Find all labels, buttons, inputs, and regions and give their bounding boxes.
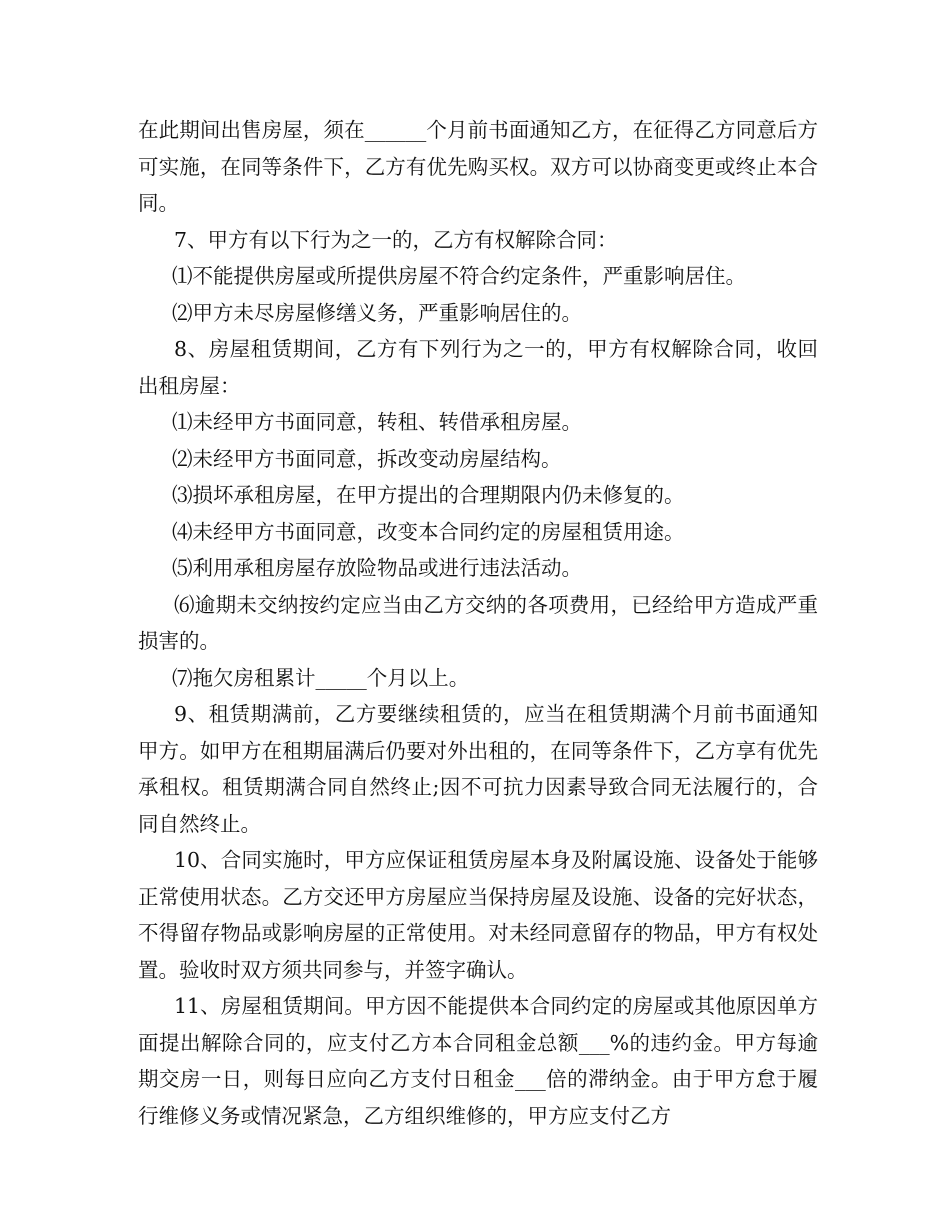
paragraph-clause-11: 11、房屋租赁期间。甲方因不能提供本合同约定的房屋或其他原因单方面提出解除合同的，应支付乙方本合同租金总额___%的违约金。甲方每逾期交房一日，则每日应向乙方支付日租金___倍的滞纳金。由于甲方怠于履行维修义务或情况紧急，乙方组织维修的，甲方应支付乙方 <box>138 994 818 1128</box>
document-body <box>138 112 818 1134</box>
paragraph-clause-7: 7、甲方有以下行为之一的，乙方有权解除合同： <box>174 227 618 252</box>
clause-8-item-6: ⑹逾期未交纳按约定应当由乙方交纳的各项费用，已经给甲方造成严重损害的。 <box>138 592 818 653</box>
paragraph-sale-notice: 在此期间出售房屋，须在______个月前书面通知乙方，在征得乙方同意后方可实施，在同等条件下，乙方有优先购买权。双方可以协商变更或终止本合同。 <box>138 118 818 215</box>
paragraph-clause-8: 8、房屋租赁期间，乙方有下列行为之一的，甲方有权解除合同，收回出租房屋： <box>138 337 818 398</box>
clause-7-item-1: ⑴不能提供房屋或所提供房屋不符合约定条件，严重影响居住。 <box>172 264 746 288</box>
clause-8-item-7: ⑺拖欠房租累计_____个月以上。 <box>172 665 470 690</box>
clause-8-item-5: ⑸利用承租房屋存放险物品或进行违法活动。 <box>172 556 582 580</box>
clause-8-item-3: ⑶损坏承租房屋，在甲方提出的合理期限内仍未修复的。 <box>172 483 685 507</box>
clause-8-item-4: ⑷未经甲方书面同意，改变本合同约定的房屋租赁用途。 <box>172 519 685 544</box>
paragraph-clause-10: 10、合同实施时，甲方应保证租赁房屋本身及附属设施、设备处于能够正常使用状态。乙方交还甲方房屋应当保持房屋及设施、设备的完好状态，不得留存物品或影响房屋的正常使用。对未经同意留存的物品，甲方有权处置。验收时双方须共同参与，并签字确认。 <box>138 848 818 982</box>
paragraph-clause-9: 9、租赁期满前，乙方要继续租赁的，应当在租赁期满个月前书面通知甲方。如甲方在租期届满后仍要对外出租的，在同等条件下，乙方享有优先承租权。租赁期满合同自然终止;因不可抗力因素导致合同无法履行的，合同自然终止。 <box>138 702 818 836</box>
clause-8-item-1: ⑴未经甲方书面同意，转租、转借承租房屋。 <box>172 410 582 434</box>
clause-7-item-2: ⑵甲方未尽房屋修缮义务，严重影响居住的。 <box>172 300 582 325</box>
clause-8-item-2: ⑵未经甲方书面同意，拆改变动房屋结构。 <box>172 446 562 471</box>
